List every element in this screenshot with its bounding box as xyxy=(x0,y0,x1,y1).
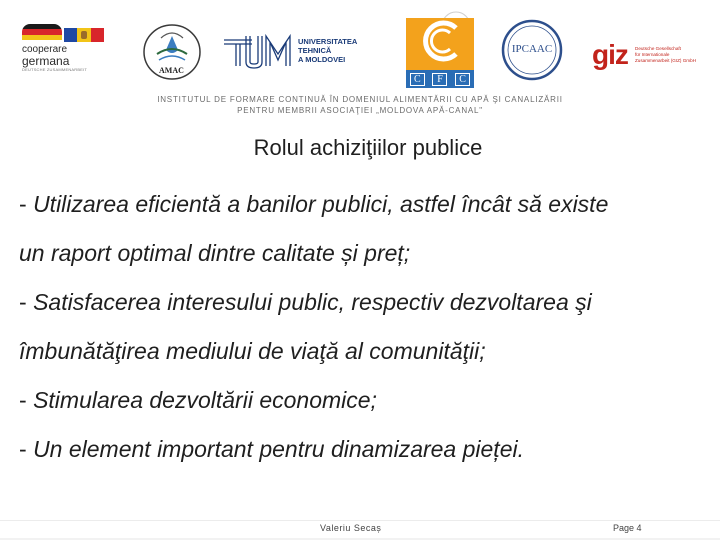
german-flag-icon xyxy=(22,24,62,40)
page-number: Page 4 xyxy=(613,523,642,533)
amac-label: AMAC xyxy=(159,66,184,75)
cfc-c-icon xyxy=(406,18,474,62)
cooperare-subtitle: DEUTSCHE ZUSAMMENARBEIT xyxy=(22,67,88,72)
amac-logo xyxy=(141,22,203,84)
paragraph: - Stimularea dezvoltării economice; xyxy=(19,387,377,413)
cfc-band xyxy=(406,70,474,88)
moldovan-flag-icon xyxy=(64,28,104,42)
institute-subheader: PENTRU MEMBRII ASOCIAŢIEI „MOLDOVA APĂ-CANAL" xyxy=(237,106,483,115)
footer-author: Valeriu Secaș xyxy=(320,523,382,533)
cfc-letter: C xyxy=(455,73,470,86)
paragraph: - Un element important pentru dinamizarea pieței. xyxy=(19,436,524,462)
giz-name: Deutsche Gesellschaft für Internationale Zusammenarbeit (GIZ) GmbH xyxy=(635,46,697,63)
ipcaac-label: IPCAAC xyxy=(511,43,553,55)
slide-body xyxy=(19,180,709,474)
cooperare-germana-logo xyxy=(18,14,110,76)
utm-name: UNIVERSITATEA TEHNICĂ A MOLDOVEI xyxy=(298,37,358,64)
logo-strip xyxy=(0,0,720,92)
paragraph: - Satisfacerea interesului public, respectiv dezvoltarea şi xyxy=(19,289,592,315)
paragraph: un raport optimal dintre calitate și preț; xyxy=(19,240,411,266)
cooperare-germana-text: cooperare germana xyxy=(22,44,70,68)
institute-header: INSTITUTUL DE FORMARE CONTINUĂ ÎN DOMENIUL ALIMENTĂRII CU APĂ ŞI CANALIZĂRII xyxy=(157,95,563,104)
paragraph: - Utilizarea eficientă a banilor publici, astfel încât să existe xyxy=(19,191,609,217)
utm-emblem-icon xyxy=(222,30,296,70)
giz-mark: giz xyxy=(592,39,628,70)
cfc-logo xyxy=(406,8,478,84)
footer-divider xyxy=(0,520,720,521)
utm-logo xyxy=(222,30,392,70)
cfc-letter: C xyxy=(410,73,425,86)
giz-logo xyxy=(592,39,697,80)
cfc-box xyxy=(406,18,474,88)
slide-title: Rolul achiziţiilor publice xyxy=(253,135,483,160)
paragraph: îmbunătăţirea mediului de viaţă al comunităţii; xyxy=(19,338,486,364)
ipcaac-logo xyxy=(500,18,564,82)
cfc-letter: F xyxy=(432,73,447,86)
